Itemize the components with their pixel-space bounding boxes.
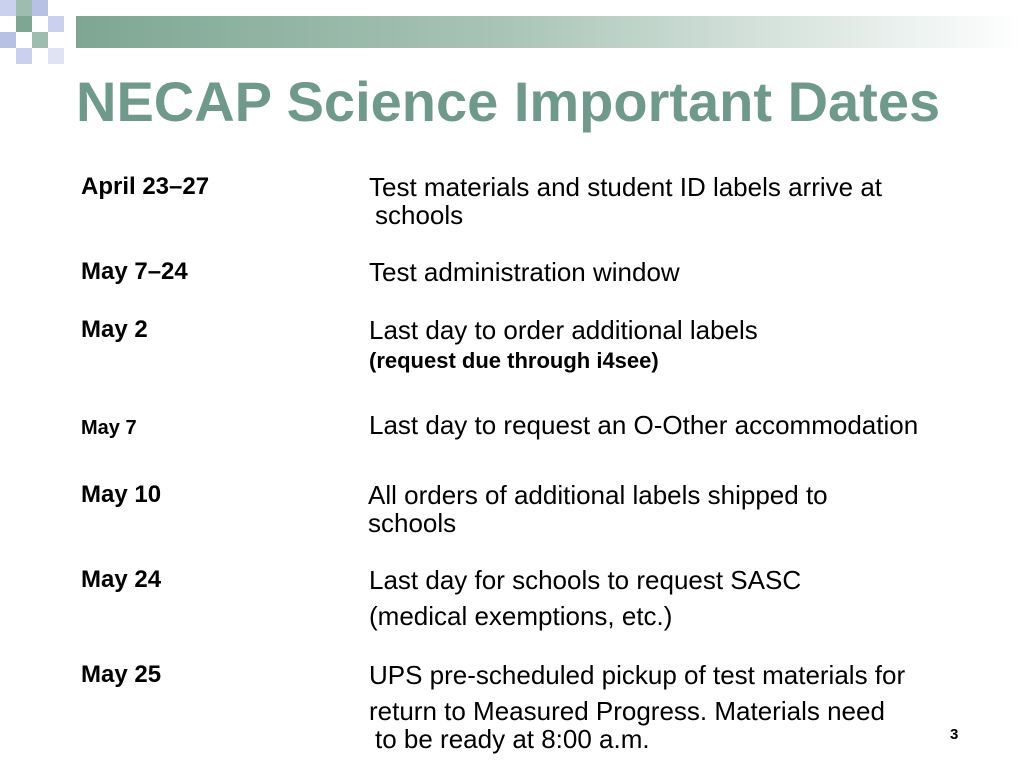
- date-description: [368, 481, 988, 537]
- date-description: [369, 316, 989, 376]
- description-line: (medical exemptions, etc.): [369, 601, 673, 631]
- date-description: [369, 566, 989, 630]
- header-gradient-bar: [76, 16, 1024, 48]
- decor-square-blue: [16, 48, 32, 64]
- date-label: May 25: [81, 661, 162, 688]
- date-label: April 23–27: [81, 173, 210, 200]
- date-description: [369, 173, 989, 229]
- decor-square-green: [16, 16, 32, 32]
- description-line: to be ready at 8:00 a.m.: [375, 724, 650, 754]
- decor-square-blue: [48, 48, 64, 64]
- date-label: May 7–24: [81, 258, 188, 285]
- description-line: Test materials and student ID labels arrive at: [369, 172, 883, 202]
- header-decoration: [0, 0, 1024, 70]
- decor-square-blue: [48, 16, 64, 32]
- decor-square-blue: [0, 0, 16, 16]
- date-label: May 10: [81, 481, 162, 508]
- description-line: All orders of additional labels shipped to: [368, 480, 828, 510]
- description-line: Last day to request an O-Other accommodation: [369, 410, 919, 440]
- description-line: return to Measured Progress. Materials need: [369, 696, 885, 726]
- date-label: May 7: [81, 417, 137, 439]
- date-description: [369, 411, 989, 439]
- page-number: 3: [950, 726, 959, 743]
- date-description: [369, 258, 989, 286]
- decor-square-blue: [0, 32, 16, 48]
- slide-title: NECAP Science Important Dates: [76, 70, 941, 133]
- description-line: Last day to order additional labels: [369, 315, 758, 345]
- decor-square-green: [16, 0, 32, 16]
- date-description: [369, 661, 989, 753]
- decor-square-green: [32, 32, 48, 48]
- description-line: schools: [368, 508, 457, 538]
- description-note: (request due through i4see): [369, 348, 659, 373]
- description-line: schools: [375, 200, 464, 230]
- description-line: Test administration window: [369, 257, 680, 287]
- decor-square-blue: [32, 0, 48, 16]
- date-label: May 24: [81, 566, 162, 593]
- date-label: May 2: [81, 316, 148, 343]
- description-line: UPS pre-scheduled pickup of test materials for: [369, 660, 906, 690]
- description-line: Last day for schools to request SASC: [369, 565, 802, 595]
